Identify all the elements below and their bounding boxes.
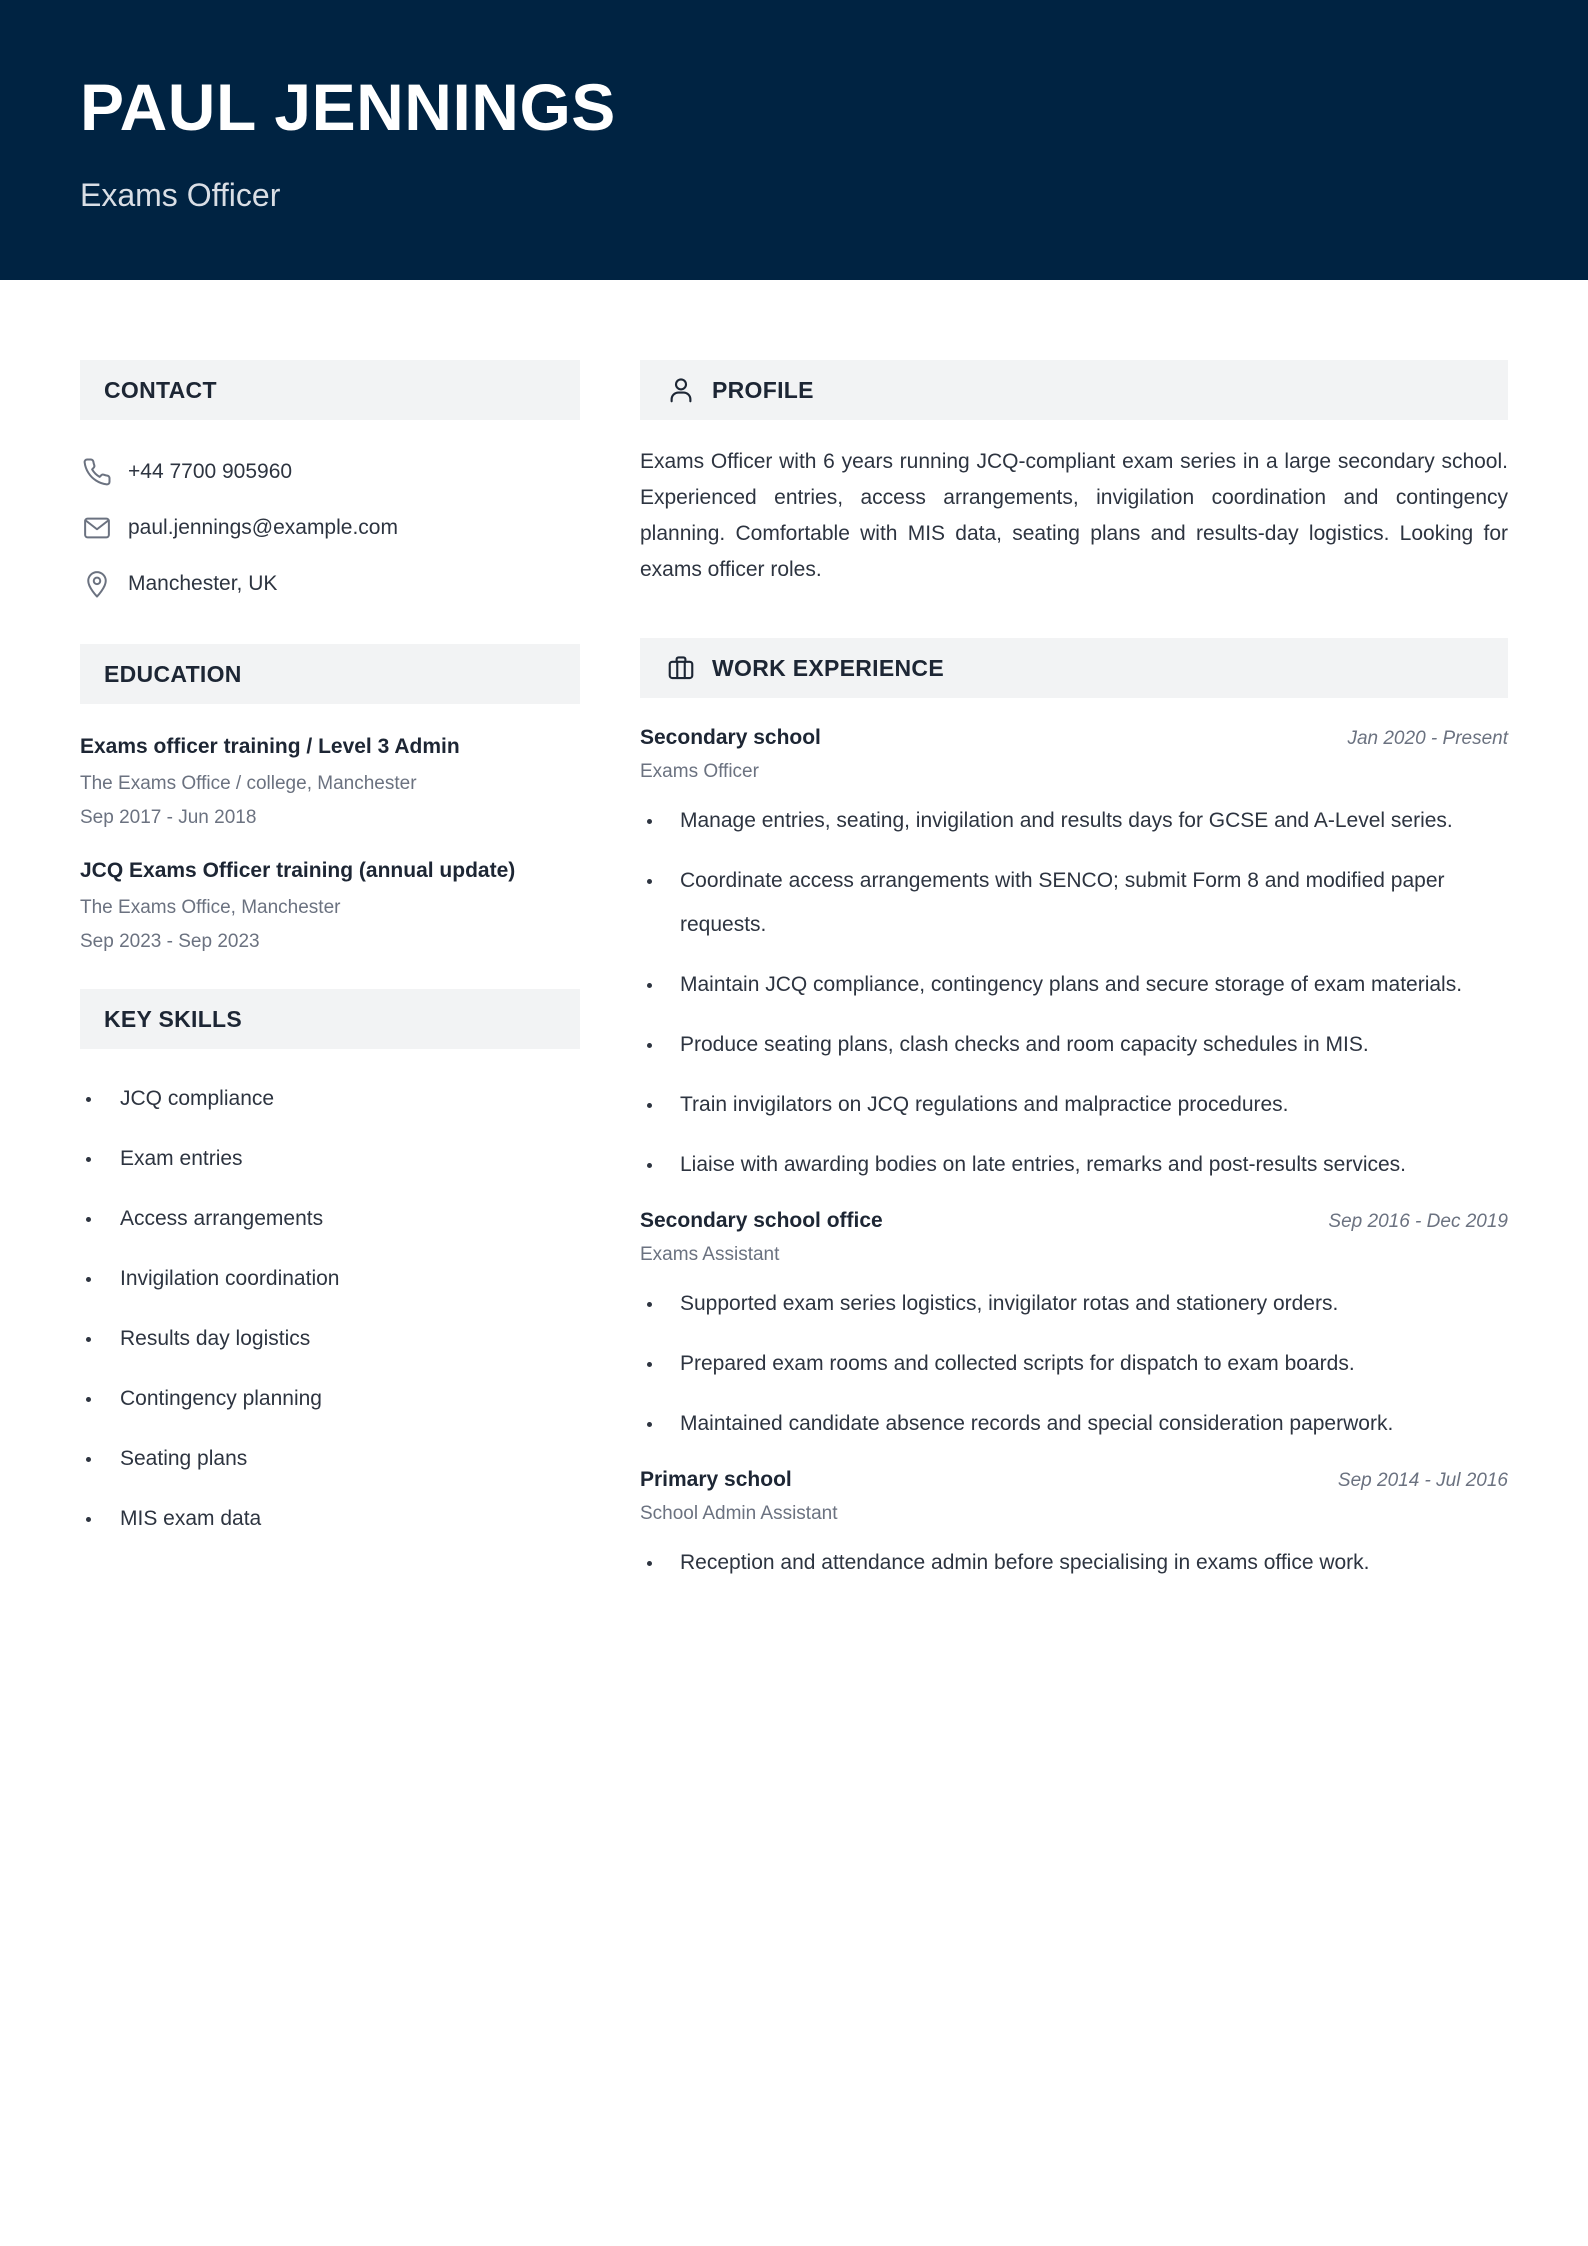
education-item [80,855,580,959]
map-pin-icon [80,567,114,601]
job-entry [640,722,1508,1187]
job-dates: Sep 2016 - Dec 2019 [1328,1211,1508,1232]
job-bullets [640,1282,1508,1446]
job-bullet: Produce seating plans, clash checks and room capacity schedules in MIS. [640,1023,1508,1067]
skill-item: Invigilation coordination [80,1249,580,1309]
skill-item: Results day logistics [80,1309,580,1369]
job-bullet: Maintained candidate absence records and special consideration paperwork. [640,1402,1508,1446]
work-heading: WORK EXPERIENCE [712,654,944,681]
job-header [640,1464,1508,1497]
user-icon [664,373,698,407]
contact-phone [80,444,580,500]
job-bullet: Liaise with awarding bodies on late entries, remarks and post-results services. [640,1143,1508,1187]
job-employer: Primary school [640,1468,792,1491]
skills-list [80,1069,580,1549]
education-title: JCQ Exams Officer training (annual update) [80,859,516,882]
candidate-title: Exams Officer [80,177,281,213]
skill-item: JCQ compliance [80,1069,580,1129]
job-dates: Jan 2020 - Present [1347,728,1508,749]
mail-icon [80,511,114,545]
job-employer: Secondary school [640,726,821,749]
phone-icon [80,455,114,489]
skill-item: MIS exam data [80,1489,580,1549]
job-employer: Secondary school office [640,1209,883,1232]
job-header [640,722,1508,755]
job-bullet: Coordinate access arrangements with SENCO; submit Form 8 and modified paper requests. [640,859,1508,947]
skill-item: Access arrangements [80,1189,580,1249]
skills-heading: KEY SKILLS [80,989,580,1049]
education-item [80,731,580,835]
education-list [80,731,580,959]
education-institution: The Exams Office, Manchester [80,897,341,918]
contact-email [80,500,580,556]
profile-header [640,360,1508,420]
skills-section [80,989,580,1549]
skill-item: Contingency planning [80,1369,580,1429]
skill-item: Seating plans [80,1429,580,1489]
work-header [640,638,1508,698]
education-section [80,644,580,959]
education-institution: The Exams Office / college, Manchester [80,773,417,794]
right-column [640,360,1508,1601]
work-section [640,638,1508,1585]
email-address: paul.jennings@example.com [128,516,398,539]
contact-heading: CONTACT [80,360,580,420]
resume-header [0,0,1588,280]
job-bullets [640,1541,1508,1585]
job-bullet: Reception and attendance admin before specialising in exams office work. [640,1541,1508,1585]
contact-section [80,360,580,612]
contact-location [80,556,580,612]
location-text: Manchester, UK [128,572,278,595]
job-bullet: Prepared exam rooms and collected scripts for dispatch to exam boards. [640,1342,1508,1386]
education-heading: EDUCATION [80,644,580,704]
phone-number: +44 7700 905960 [128,460,293,483]
contact-list [80,444,580,612]
profile-summary: Exams Officer with 6 years running JCQ-compliant exam series in a large secondary school. Experienced entries, access arrangements, invigilation coordination and contingency planning. Comfortable with MIS data, seating plans and results-day logistics. Looking for exams officer roles. [640,450,1508,581]
job-role: Exams Officer [640,761,759,782]
profile-section [640,360,1508,588]
job-role: School Admin Assistant [640,1503,838,1524]
job-entry [640,1205,1508,1446]
job-bullets [640,799,1508,1187]
profile-heading: PROFILE [712,376,814,403]
briefcase-icon [664,651,698,685]
education-dates: Sep 2017 - Jun 2018 [80,807,257,828]
job-bullet: Supported exam series logistics, invigilator rotas and stationery orders. [640,1282,1508,1326]
education-title: Exams officer training / Level 3 Admin [80,735,460,758]
job-bullet: Manage entries, seating, invigilation and results days for GCSE and A-Level series. [640,799,1508,843]
job-role: Exams Assistant [640,1244,780,1265]
job-header [640,1205,1508,1238]
skill-item: Exam entries [80,1129,580,1189]
job-entry [640,1464,1508,1585]
job-bullet: Train invigilators on JCQ regulations and malpractice procedures. [640,1083,1508,1127]
education-dates: Sep 2023 - Sep 2023 [80,931,260,952]
candidate-name: PAUL JENNINGS [80,70,616,144]
left-column [80,360,580,1549]
job-bullet: Maintain JCQ compliance, contingency plans and secure storage of exam materials. [640,963,1508,1007]
job-dates: Sep 2014 - Jul 2016 [1337,1470,1508,1491]
